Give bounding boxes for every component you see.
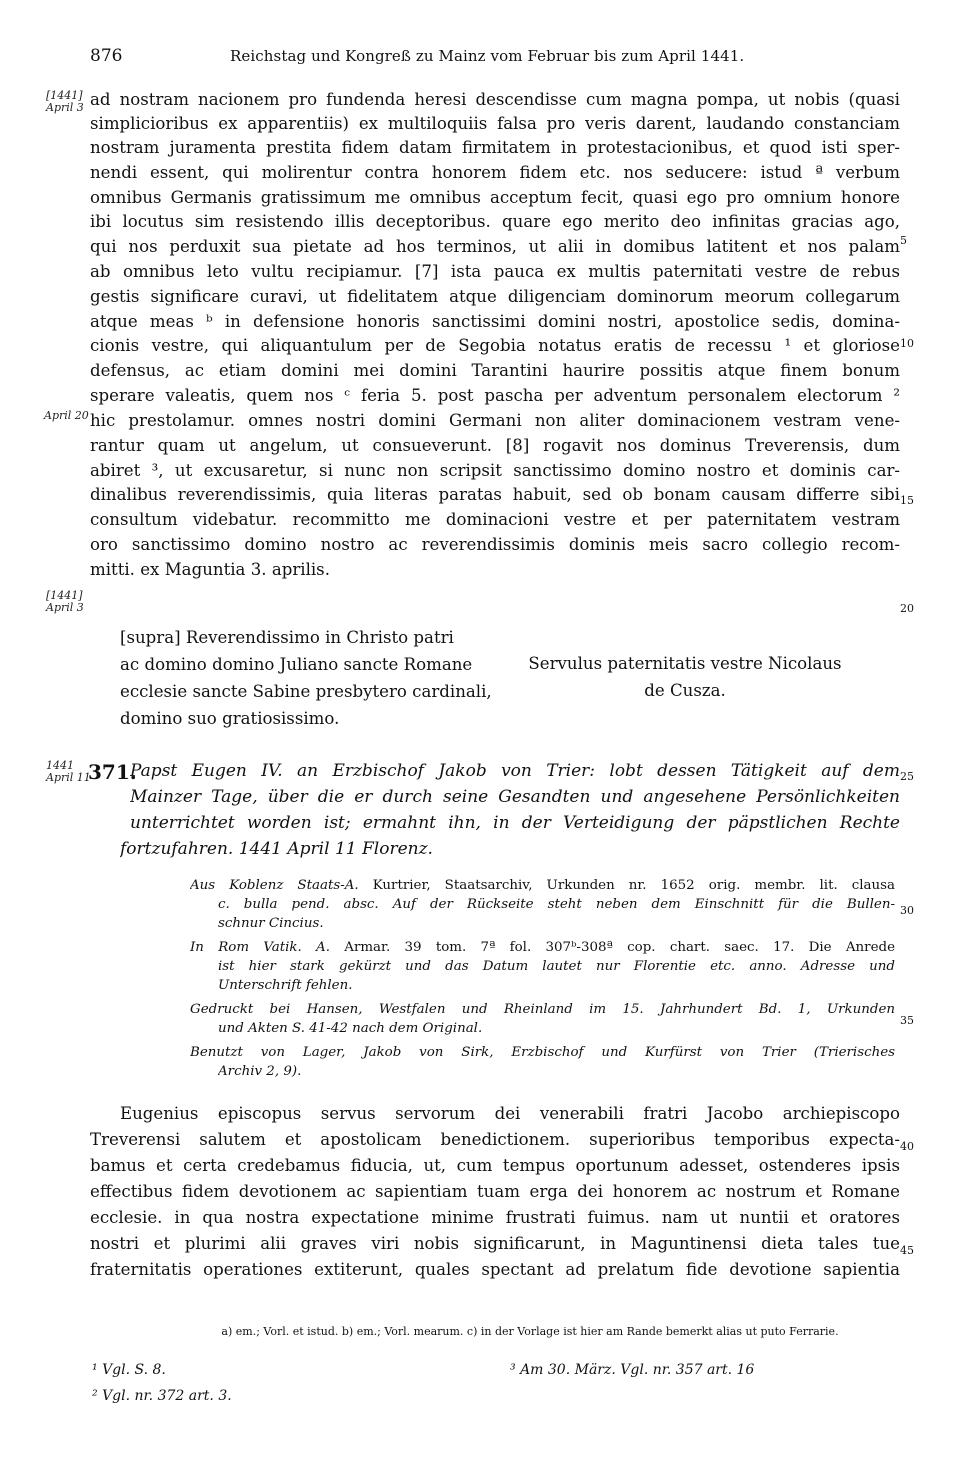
text-line: nostram juramenta prestita fidem datam firmitatem in protestacionibus, et quod isti sper-: [90, 138, 900, 157]
address-line: [supra] Reverendissimo in Christo patri: [120, 628, 454, 647]
text-line: ad nostram nacionem pro fundenda heresi descendisse cum magna pompa, ut nobis (quasi: [90, 90, 900, 109]
body-line: Treverensi salutem et apostolicam benedictionem. superioribus temporibus expecta-: [90, 1130, 900, 1149]
footnote-1: ¹ Vgl. S. 8.: [92, 1362, 166, 1378]
body-line: Eugenius episcopus servus servorum dei venerabili fratri Jacobo archiepiscopo: [120, 1104, 900, 1123]
body-line: effectibus fidem devotionem ac sapientiam tuam erga dei honorem ac nostrum et Romane: [90, 1182, 900, 1201]
text-line: omnibus Germanis gratissimum me omnibus acceptum fecit, quasi ego pro omnium honore: [90, 188, 900, 207]
signature-block: [500, 650, 870, 704]
line-number: 35: [900, 1014, 914, 1027]
line-number: 25: [900, 770, 914, 783]
regest-line: fortzufahren. 1441 April 11 Florenz.: [120, 839, 433, 859]
signature-line: Servulus paternitatis vestre Nicolaus: [528, 654, 842, 673]
margin-date-april20: April 20: [44, 409, 89, 422]
text-line: defensus, ac etiam domini mei domini Tarantini haurire possitis atque finem bonum: [90, 361, 900, 380]
source-line: Benutzt von Lager, Jakob von Sirk, Erzbischof und Kurfürst von Trier (Trierisches: [190, 1045, 895, 1060]
regest-line: Papst Eugen IV. an Erzbischof Jakob von Trier: lobt dessen Tätigkeit auf dem: [130, 761, 900, 781]
text-line: dinalibus reverendissimis, quia literas paratas habuit, sed ob bonam causam differre sibi: [90, 485, 900, 504]
margin-date-top: [1441] April 3: [46, 89, 84, 114]
body-line: ecclesie. in qua nostra expectatione minime frustrati fuimus. nam ut nuntii et oratores: [90, 1208, 900, 1227]
source-line: Unterschrift fehlen.: [218, 978, 353, 993]
text-line: abiret ³, ut excusaretur, si nunc non scripsit sanctissimo domino nostro et dominis car-: [90, 461, 900, 480]
source-line: Gedruckt bei Hansen, Westfalen und Rheinland im 15. Jahrhundert Bd. 1, Urkunden: [190, 1002, 895, 1017]
source-line: Archiv 2, 9).: [218, 1064, 302, 1079]
body-line: bamus et certa credebamus fiducia, ut, cum tempus oportunum adesset, ostenderes ipsis: [90, 1156, 900, 1175]
text-line: nendi essent, qui molirentur contra honorem fidem etc. nos seducere: istud ª verbum: [90, 163, 900, 182]
text-line: gestis significare curavi, ut fidelitatem atque diligenciam dominorum meorum collegarum: [90, 287, 900, 306]
line-number: 20: [900, 602, 914, 615]
text-line: ab omnibus leto vultu recipiamur. [7] ista pauca ex multis paternitati vestre de rebus: [90, 262, 900, 281]
source-line: c. bulla pend. absc. Auf der Rückseite steht neben dem Einschnitt für die Bullen-: [218, 897, 895, 912]
regest-line: Mainzer Tage, über die er durch seine Gesandten und angesehene Persönlichkeiten: [130, 787, 900, 807]
line-number: 30: [900, 904, 914, 917]
margin-date-bottom: [1441] April 3: [46, 589, 84, 614]
footnote-2: ² Vgl. nr. 372 art. 3.: [92, 1388, 232, 1404]
text-line: hic prestolamur. omnes nostri domini Germani non aliter dominacionem vestram vene-: [90, 411, 900, 430]
body-line: nostri et plurimi alii graves viri nobis significarunt, in Maguntinensi dieta tales tue: [90, 1234, 900, 1253]
text-line: rantur quam ut angelum, ut consueverunt. [8] rogavit nos dominus Treverensis, dum: [90, 436, 900, 455]
text-line: qui nos perduxit sua pietate ad hos terminos, ut alii in domibus latitent et nos palam: [90, 237, 900, 256]
regest-line: unterrichtet worden ist; ermahnt ihn, in der Verteidigung der päpstlichen Rechte: [130, 813, 900, 833]
source-line: In Rom Vatik. A. Armar. 39 tom. 7ª fol. 307ᵇ-308ª cop. chart. saec. 17. Die Anrede: [190, 940, 895, 955]
source-line: ist hier stark gekürzt und das Datum lautet nur Florentie etc. anno. Adresse und: [218, 959, 895, 974]
line-number: 45: [900, 1244, 914, 1257]
line-number: 5: [900, 234, 907, 247]
running-title: Reichstag und Kongreß zu Mainz vom Februar bis zum April 1441.: [230, 47, 745, 65]
address-block: [120, 624, 492, 732]
body-line: fraternitatis operationes extiterunt, quales spectant ad prelatum fide devotione sapientia: [90, 1260, 900, 1279]
footnote-3: ³ Am 30. März. Vgl. nr. 357 art. 16: [510, 1362, 755, 1378]
text-line: oro sanctissimo domino nostro ac reverendissimis dominis meis sacro collegio recom-: [90, 535, 900, 554]
text-line: consultum videbatur. recommitto me dominacioni vestre et per paternitatem vestram: [90, 510, 900, 529]
source-line: Aus Koblenz Staats-A. Kurtrier, Staatsarchiv, Urkunden nr. 1652 orig. membr. lit. clausa: [190, 878, 895, 893]
line-number: 40: [900, 1140, 914, 1153]
source-line: schnur Cincius.: [218, 916, 324, 931]
text-line: ibi locutus sim resistendo illis deceptoribus. quare ego merito deo infinitas gracias ago,: [90, 212, 900, 231]
text-line: sperare valeatis, quem nos ᶜ feria 5. post pascha per adventum personalem electorum ²: [90, 386, 900, 405]
text-line: atque meas ᵇ in defensione honoris sanctissimi domini nostri, apostolice sedis, domina-: [90, 312, 900, 331]
critical-apparatus: a) em.; Vorl. et istud. b) em.; Vorl. mearum. c) in der Vorlage ist hier am Rande bemerkt alias ut puto Ferrarie.: [221, 1325, 839, 1338]
source-line: und Akten S. 41-42 nach dem Original.: [218, 1021, 483, 1036]
text-line: cionis vestre, qui aliquantulum per de Segobia notatus eratis de recessu ¹ et gloriose: [90, 336, 900, 355]
signature-line: de Cusza.: [644, 681, 726, 700]
text-line: mitti. ex Maguntia 3. aprilis.: [90, 560, 330, 579]
address-line: domino suo gratiosissimo.: [120, 709, 340, 728]
address-line: ac domino domino Juliano sancte Romane: [120, 655, 473, 674]
document-number: 371.: [88, 760, 137, 784]
page-number: 876: [90, 46, 123, 66]
margin-date-doc: 1441 April 11: [46, 759, 91, 784]
text-line: simplicioribus ex apparentiis) ex multiloquiis falsa pro veris darent, laudando constanciam: [90, 114, 900, 133]
line-number: 15: [900, 494, 914, 507]
line-number: 10: [900, 337, 914, 350]
address-line: ecclesie sancte Sabine presbytero cardinali,: [120, 682, 492, 701]
